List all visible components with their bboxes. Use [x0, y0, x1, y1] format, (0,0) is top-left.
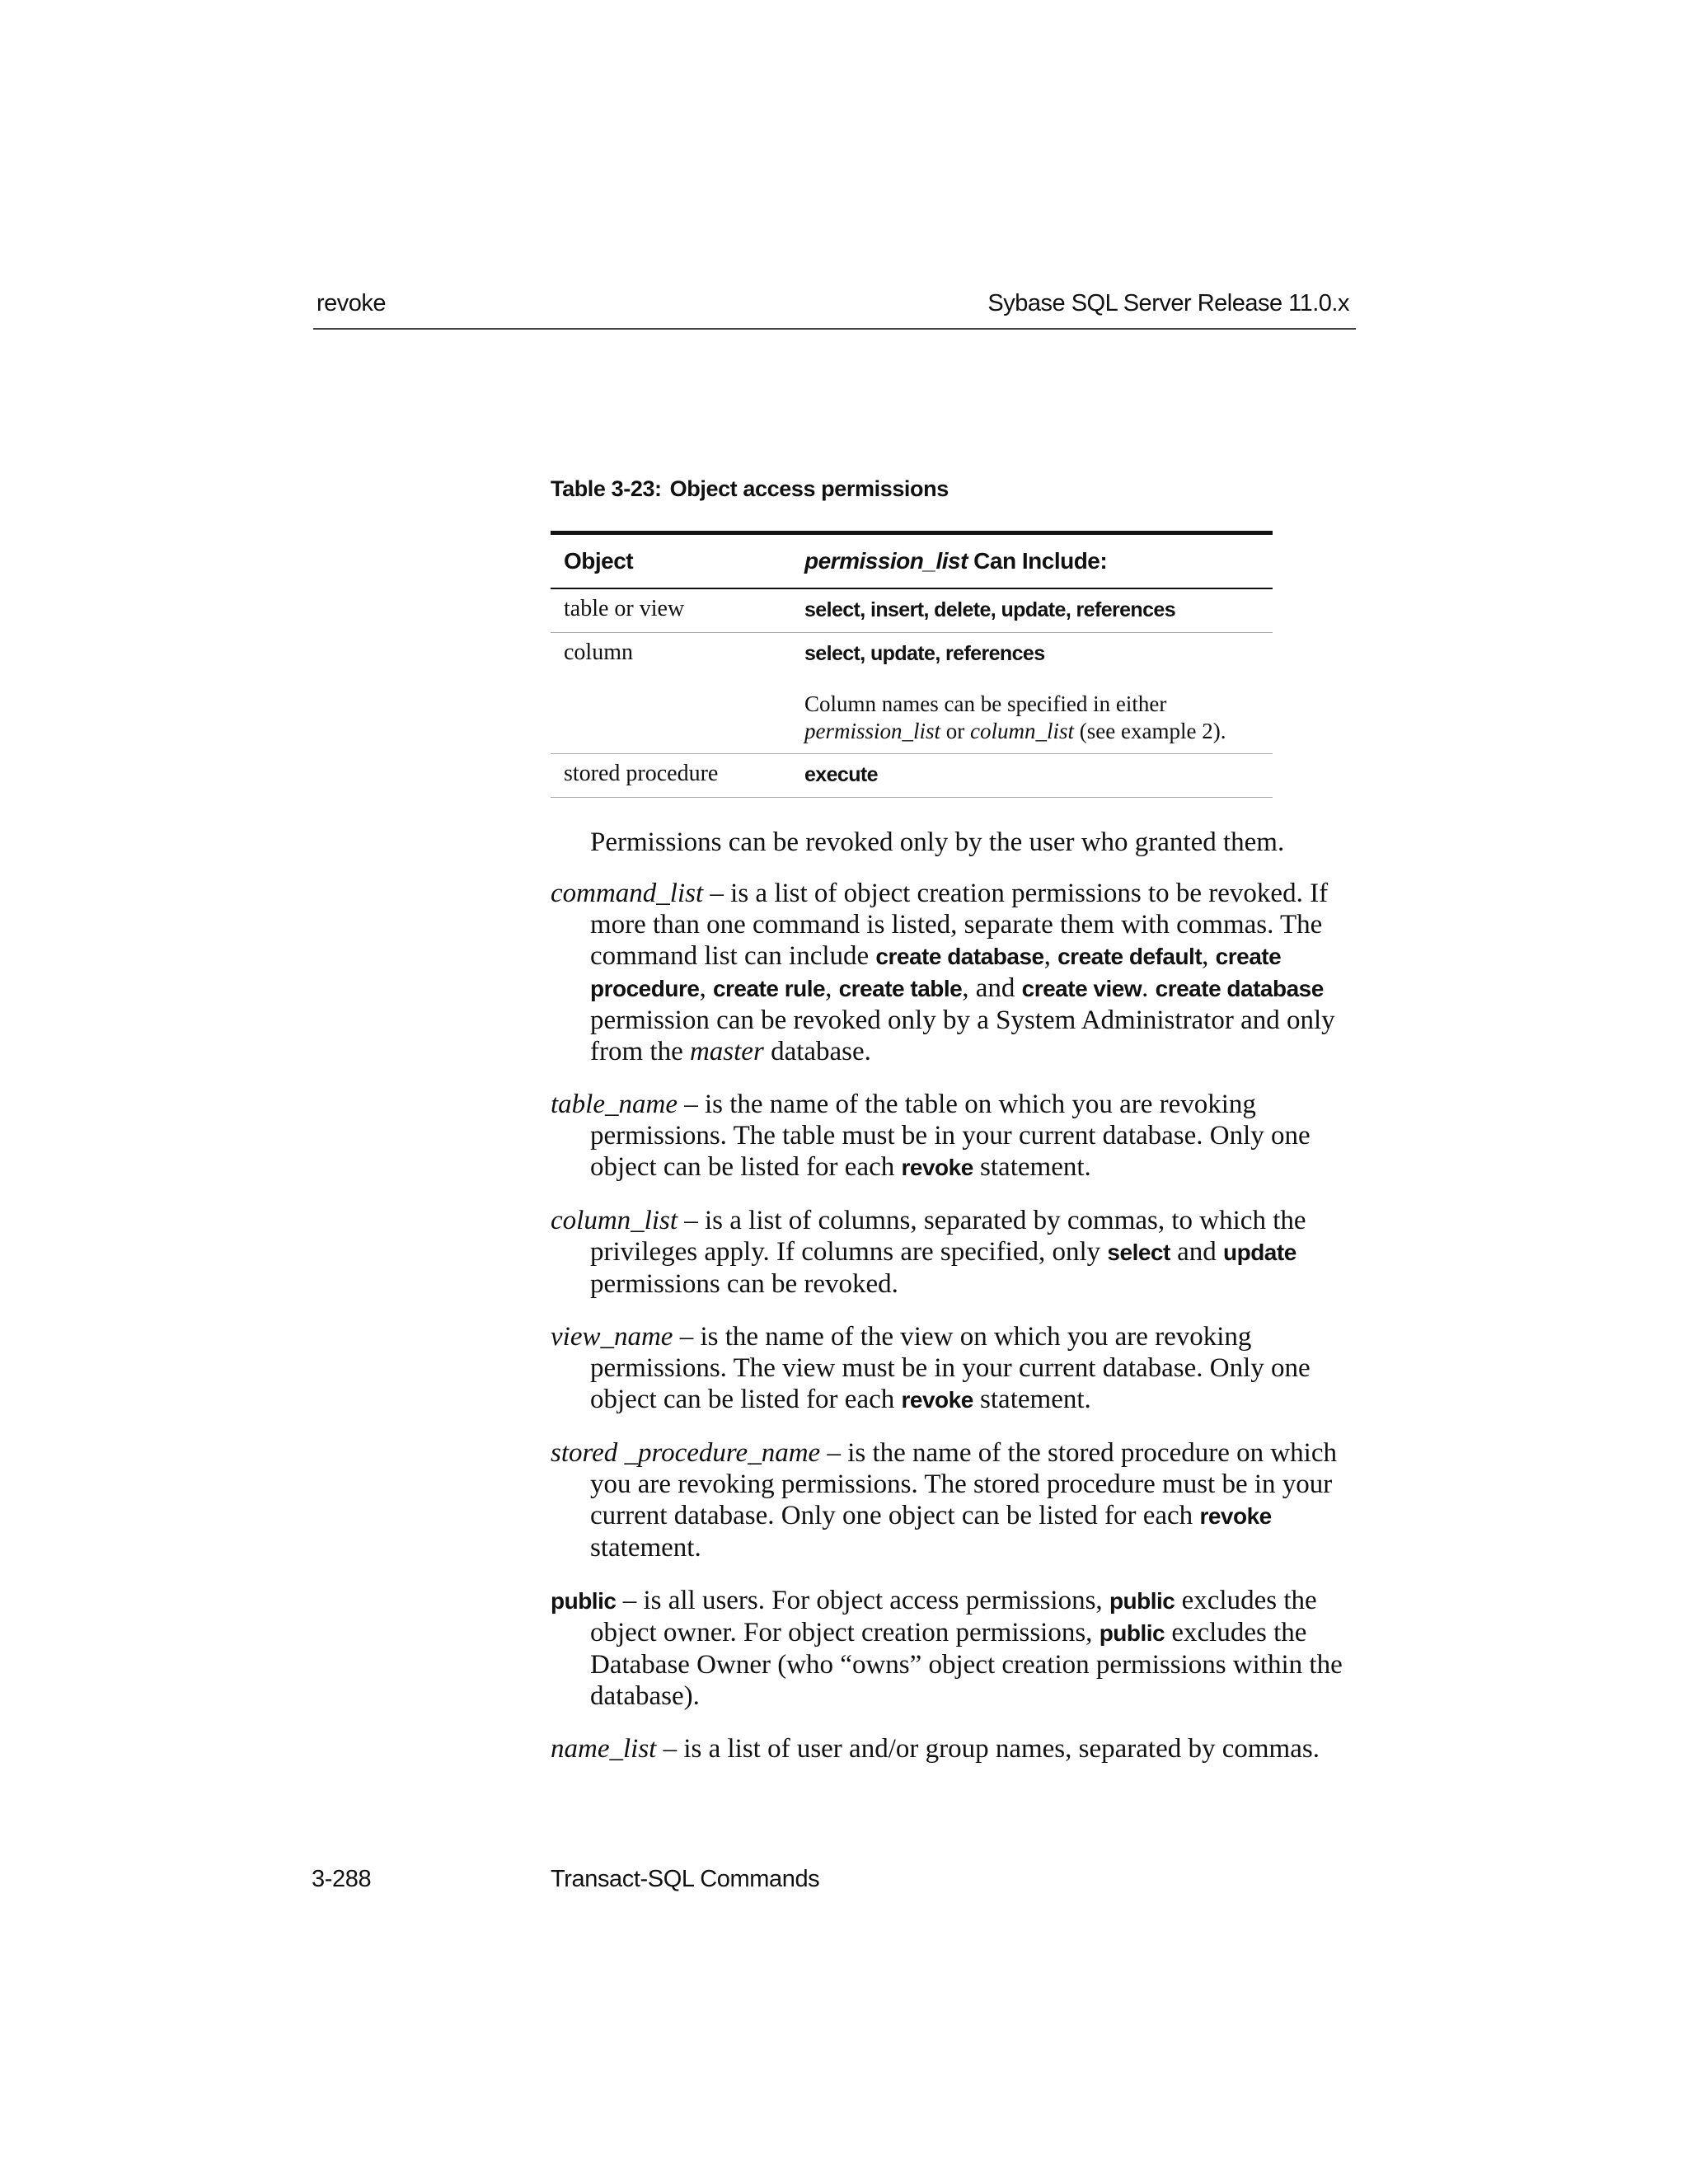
- code-keyword: update: [1222, 1240, 1296, 1265]
- definition-term: table_name: [551, 1090, 678, 1119]
- table-cell-object: column: [551, 633, 804, 754]
- column-note-text: or: [940, 719, 971, 743]
- column-note-em: column_list: [970, 719, 1075, 743]
- code-keyword: public: [1099, 1620, 1165, 1646]
- definition-text: database.: [763, 1037, 871, 1066]
- definition-text: permission can be revoked only by a System Administrator and only from the: [590, 1005, 1335, 1066]
- definition-text: statement.: [973, 1152, 1091, 1182]
- column-header-rest: Can Include:: [967, 548, 1108, 574]
- definition-stored-procedure-name: [551, 1437, 1358, 1563]
- definition-text: – is the name of the table on which you are revoking permissions. The table must be in your current database. Only one object can be listed for each: [590, 1090, 1311, 1182]
- definition-text: – is a list of object creation permissions to be revoked. If more than one command is listed, separate them with commas. The command list can include: [590, 879, 1329, 971]
- definition-term: column_list: [551, 1206, 678, 1235]
- table-cell-permissions: [804, 588, 1273, 633]
- definition-term: stored _procedure_name: [551, 1438, 821, 1468]
- code-keyword: create database: [875, 944, 1044, 969]
- definition-text: ,: [1202, 941, 1216, 971]
- table-caption-title: Object access permissions: [669, 476, 949, 501]
- definition-text: ,: [699, 973, 713, 1003]
- code-keyword: create table: [838, 976, 963, 1001]
- definition-text: statement.: [973, 1385, 1091, 1414]
- definition-term: name_list: [551, 1734, 657, 1764]
- header-product-release: Sybase SQL Server Release 11.0.x: [987, 290, 1349, 316]
- column-header-object: Object: [551, 533, 804, 589]
- running-header: [313, 290, 1356, 330]
- code-keyword: create view: [1021, 976, 1142, 1001]
- definition-text: .: [1142, 973, 1156, 1003]
- definition-table-name: [551, 1089, 1358, 1183]
- definition-name-list: [551, 1733, 1358, 1765]
- footer-section-title: Transact-SQL Commands: [551, 1866, 820, 1892]
- permission-keywords: select, update, references: [804, 642, 1045, 665]
- table-cell-object: table or view: [551, 588, 804, 633]
- table-cell-permissions: [804, 754, 1273, 798]
- definition-text: ,: [825, 973, 839, 1003]
- definition-text: and: [1170, 1237, 1223, 1267]
- column-note-text: Column names can be specified in either: [804, 691, 1167, 716]
- column-note-text: (see example 2).: [1074, 719, 1226, 743]
- code-keyword: select: [1107, 1240, 1170, 1265]
- permission-keywords: execute: [804, 763, 878, 786]
- definition-public: [551, 1585, 1358, 1712]
- definition-text: – is a list of user and/or group names, separated by commas.: [656, 1734, 1320, 1764]
- code-keyword: revoke: [901, 1387, 973, 1413]
- definition-column-list: [551, 1205, 1358, 1300]
- definition-text: permissions can be revoked.: [590, 1269, 898, 1299]
- table-row: [551, 754, 1273, 798]
- definition-command-list: [551, 878, 1358, 1067]
- table-caption-number: Table 3-23:: [551, 476, 662, 501]
- definition-text: excludes the Database Owner (who “owns” object creation permissions within the database).: [590, 1618, 1343, 1711]
- code-keyword: create rule: [712, 976, 826, 1001]
- definition-text: , and: [962, 973, 1022, 1003]
- code-keyword: public: [1109, 1588, 1175, 1614]
- table-cell-permissions: [804, 633, 1273, 754]
- body-text: [551, 827, 1358, 1786]
- code-keyword: create database: [1155, 976, 1324, 1001]
- definition-text: ,: [1043, 941, 1058, 971]
- code-keyword: revoke: [901, 1155, 973, 1180]
- table-header-row: [551, 533, 1273, 589]
- column-note-em: permission_list: [804, 719, 941, 743]
- definition-term: public: [551, 1588, 617, 1614]
- definition-text: excludes the object owner. For object creation permissions,: [590, 1586, 1317, 1647]
- definition-text: statement.: [590, 1533, 701, 1563]
- table-row: [551, 633, 1273, 754]
- definition-text: – is the name of the view on which you are revoking permissions. The view must be in your current database. Only one object can be listed for each: [590, 1322, 1311, 1414]
- definition-term: command_list: [551, 879, 704, 908]
- permission-keywords: select, insert, delete, update, references: [804, 598, 1176, 621]
- column-header-permission-list: [804, 533, 1273, 589]
- definition-text: – is all users. For object access permissions,: [616, 1586, 1109, 1615]
- definition-view-name: [551, 1321, 1358, 1416]
- header-command-name: revoke: [316, 290, 387, 316]
- definition-text: – is the name of the stored procedure on which you are revoking permissions. The stored procedure must be in your current database. Only one object can be listed for each: [590, 1438, 1337, 1530]
- column-note: [804, 691, 1273, 745]
- code-keyword: revoke: [1199, 1503, 1272, 1529]
- definition-text: – is a list of columns, separated by commas, to which the privileges apply. If columns are specified, only: [590, 1206, 1306, 1267]
- definition-term: view_name: [551, 1322, 673, 1352]
- column-header-em: permission_list: [804, 548, 968, 574]
- table-row: [551, 588, 1273, 633]
- lead-paragraph: Permissions can be revoked only by the user who granted them.: [590, 827, 1285, 857]
- object-access-permissions-table: [551, 531, 1273, 798]
- definition-em: master: [689, 1037, 764, 1066]
- code-keyword: create procedure: [590, 944, 1282, 1001]
- table-cell-object: stored procedure: [551, 754, 804, 798]
- table-caption: [551, 476, 949, 502]
- code-keyword: create default: [1057, 944, 1203, 969]
- page-number: 3-288: [312, 1866, 372, 1892]
